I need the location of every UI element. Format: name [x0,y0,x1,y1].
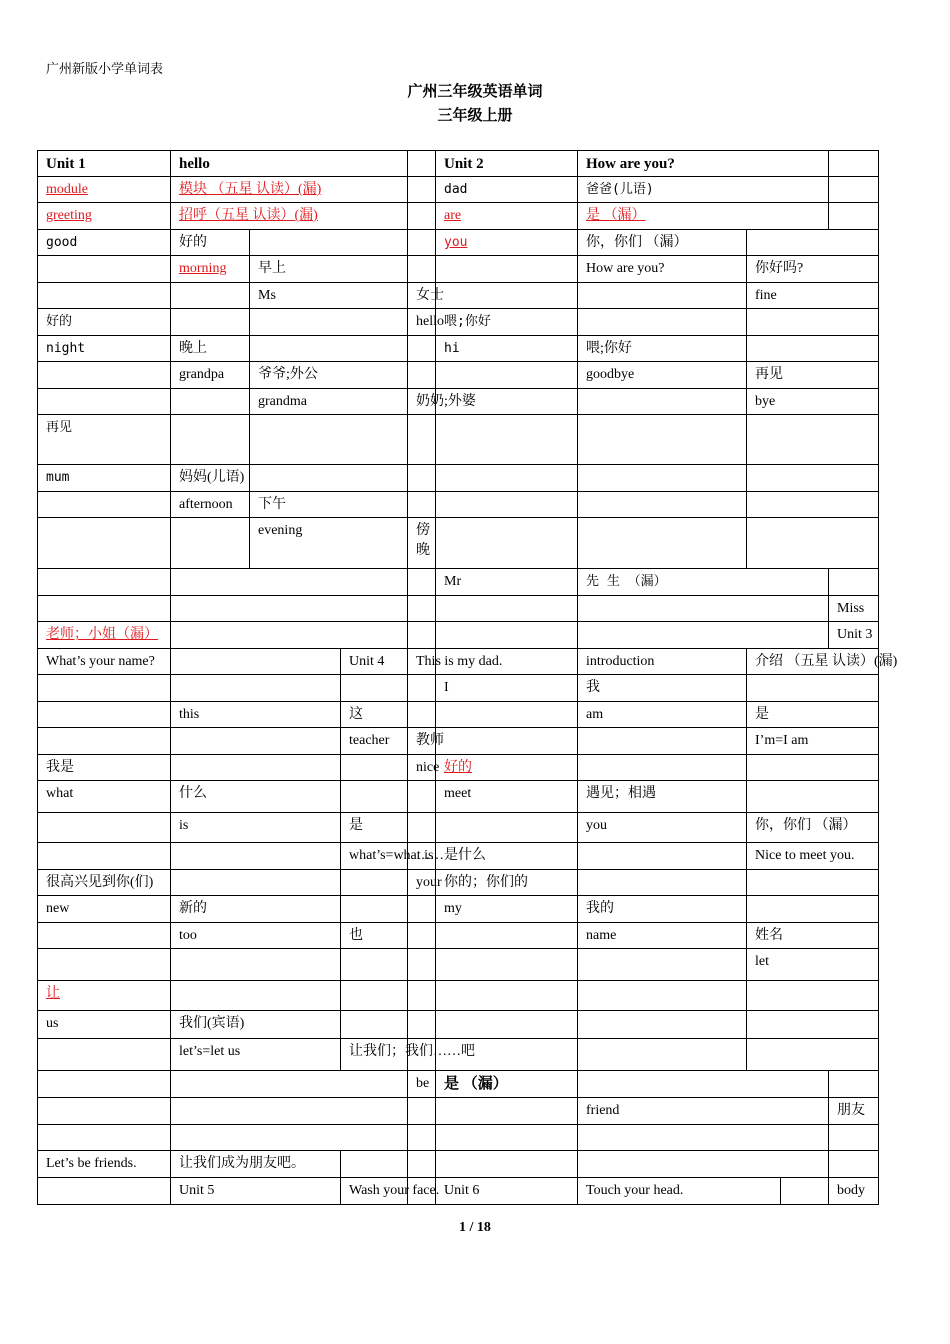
table-cell [407,229,436,256]
table-cell: 妈妈(儿语) [170,464,250,492]
table-cell [407,922,436,949]
table-cell [435,1010,578,1039]
table-cell: I [435,674,578,702]
table-cell [170,388,250,415]
table-cell: introduction [577,648,747,675]
table-cell: Wash your face. [340,1177,408,1205]
table-cell [407,361,436,389]
table-cell [435,282,578,309]
table-cell: 姓名 [746,922,879,949]
table-cell [577,727,747,755]
table-cell: 早上 [249,255,408,283]
table-cell [407,674,436,702]
table-cell: 我们(宾语) [170,1010,341,1039]
table-cell [37,388,171,415]
table-cell [37,517,171,569]
table-cell [170,980,341,1011]
table-cell: Ms [249,282,408,309]
table-cell [170,869,341,896]
table-cell [435,727,578,755]
table-cell [435,812,578,843]
table-cell [170,648,341,675]
page-subtitle: 三年级上册 [437,108,513,124]
table-cell: mum [37,464,171,492]
table-cell [407,980,436,1011]
table-cell [435,388,578,415]
table-cell [577,621,829,649]
table-cell: am [577,701,747,728]
table-cell [577,1038,747,1071]
table-cell: 你的；你们的 [435,869,578,896]
table-cell [407,1097,436,1125]
table-cell: 遇见；相遇 [577,780,747,813]
table-cell: morning [170,255,250,283]
table-cell [746,1038,879,1071]
table-cell: nice [407,754,436,781]
table-cell: 先 生 （漏） [577,568,829,596]
table-cell: 你，你们 （漏） [577,229,747,256]
table-cell [577,388,747,415]
table-cell [170,595,408,622]
table-cell [340,1010,408,1039]
table-cell [37,727,171,755]
table-cell: name [577,922,747,949]
table-cell: afternoon [170,491,250,518]
table-cell [577,1070,829,1098]
table-cell [577,464,747,492]
table-cell: bye [746,388,879,415]
table-cell: are [435,202,578,230]
table-cell: 你好吗? [746,255,879,283]
table-cell [746,869,879,896]
table-cell [37,1038,171,1071]
table-cell [577,282,747,309]
table-cell [407,1177,436,1205]
page-title: 广州三年级英语单词 [407,84,543,100]
table-cell [746,1010,879,1039]
table-cell: your [407,869,436,896]
table-cell [435,842,578,870]
table-cell [435,595,578,622]
table-cell: 是 [340,812,408,843]
table-cell [746,308,879,336]
table-cell [746,980,879,1011]
table-cell [170,568,408,596]
table-cell [435,980,578,1011]
table-cell [37,922,171,949]
table-cell [249,229,408,256]
table-cell [340,780,408,813]
table-cell [746,895,879,923]
table-cell: 我 [577,674,747,702]
table-cell: body [828,1177,879,1205]
table-cell [435,361,578,389]
table-cell: my [435,895,578,923]
table-cell: Unit 2 [435,150,578,177]
table-cell [37,1124,171,1151]
table-cell: too [170,922,341,949]
table-cell: What’s your name? [37,648,171,675]
table-cell: 也 [340,922,408,949]
table-cell: let’s=let us [170,1038,341,1071]
table-cell: new [37,895,171,923]
table-cell [340,948,408,981]
table-cell: 很高兴见到你(们) [37,869,171,896]
table-cell: 是 （漏） [577,202,829,230]
table-cell [37,491,171,518]
table-cell [435,464,578,492]
table-cell [170,282,250,309]
table-cell: 新的 [170,895,341,923]
table-cell: dad [435,176,578,203]
table-cell [170,948,341,981]
table-cell [577,595,829,622]
table-cell: 教师 [407,727,436,755]
table-cell [577,754,747,781]
table-cell: 这 [340,701,408,728]
table-cell [577,308,747,336]
table-cell: Unit 5 [170,1177,341,1205]
table-cell [407,1150,436,1178]
table-cell: Touch your head. [577,1177,781,1205]
table-cell: 爷爷;外公 [249,361,408,389]
table-cell [170,1124,408,1151]
table-cell [407,1010,436,1039]
table-cell [37,842,171,870]
table-cell [170,754,341,781]
table-cell [780,1177,829,1205]
table-cell [435,414,578,465]
table-cell [340,1150,408,1178]
table-cell [435,255,578,283]
table-cell [828,1124,879,1151]
table-cell [577,491,747,518]
table-cell [577,842,747,870]
table-cell [407,701,436,728]
table-cell [407,1124,436,1151]
table-cell: 你，你们 （漏） [746,812,879,843]
table-cell: fine [746,282,879,309]
table-cell: Unit 1 [37,150,171,177]
table-cell [170,674,341,702]
table-cell: Mr [435,568,578,596]
table-cell: 朋友 [828,1097,879,1125]
table-cell: evening [249,517,408,569]
table-cell: 奶奶;外婆 [407,388,436,415]
table-cell [577,948,747,981]
table-cell: 女士 [407,282,436,309]
table-cell: 傍晚 [407,517,436,569]
table-cell [37,361,171,389]
table-cell: us [37,1010,171,1039]
table-cell [37,1070,171,1098]
table-cell [828,176,879,203]
table-cell: How are you? [577,150,829,177]
table-cell: meet [435,780,578,813]
table-cell: 我的 [577,895,747,923]
table-cell: 模块 （五星 认读）(漏) [170,176,408,203]
table-cell: ……是什么 [407,842,436,870]
table-cell [435,1038,578,1071]
table-cell [249,335,408,362]
table-cell [407,948,436,981]
table-cell: grandma [249,388,408,415]
table-cell: grandpa [170,361,250,389]
table-cell [170,842,341,870]
table-cell [828,202,879,230]
table-cell: 让我们；我们……吧 [340,1038,408,1071]
table-cell: 介绍 （五星 认读）(漏) [746,648,879,675]
table-cell: goodbye [577,361,747,389]
table-cell: module [37,176,171,203]
table-cell: 老师；小姐（漏） [37,621,171,649]
table-cell [577,414,747,465]
table-cell [37,595,171,622]
table-cell [340,869,408,896]
table-cell: How are you? [577,255,747,283]
table-cell [407,491,436,518]
table-cell: 招呼（五星 认读）(漏) [170,202,408,230]
table-cell: 是 （漏） [435,1070,578,1098]
table-cell [407,414,436,465]
table-cell [746,517,879,569]
table-cell [435,1124,578,1151]
table-cell: hello [170,150,408,177]
table-cell [407,568,436,596]
table-cell [407,812,436,843]
table-cell [37,1097,171,1125]
table-cell [37,701,171,728]
table-cell: what [37,780,171,813]
table-cell [435,517,578,569]
table-cell [746,229,879,256]
table-cell [37,1177,171,1205]
table-cell [170,414,250,465]
table-cell: Miss [828,595,879,622]
table-cell: 下午 [249,491,408,518]
table-cell: is [170,812,341,843]
table-cell: 是 [746,701,879,728]
table-cell: Unit 3 [828,621,879,649]
table-cell [828,1150,879,1178]
table-cell: night [37,335,171,362]
table-cell: 我是 [37,754,171,781]
table-cell [746,335,879,362]
table-cell: 喂;你好 [435,308,578,336]
table-cell: 让我们成为朋友吧。 [170,1150,341,1178]
table-cell: you [435,229,578,256]
document-header: 广州新版小学单词表 [46,61,164,76]
table-cell [340,980,408,1011]
table-cell [435,491,578,518]
table-cell [407,895,436,923]
table-cell [435,701,578,728]
table-cell [407,202,436,230]
table-cell [170,727,341,755]
table-cell [249,414,408,465]
table-cell: 好的 [37,308,171,336]
table-cell [37,948,171,981]
table-cell: you [577,812,747,843]
table-cell [435,1097,578,1125]
table-cell: this [170,701,341,728]
table-cell [170,308,250,336]
table-cell [435,948,578,981]
table-cell [170,517,250,569]
table-cell: good [37,229,171,256]
table-cell: Nice to meet you. [746,842,879,870]
table-cell [170,1097,408,1125]
table-cell [577,1124,829,1151]
table-cell [746,674,879,702]
table-cell: 好的 [435,754,578,781]
page-number: 1 / 18 [459,1220,491,1235]
table-cell: 再见 [37,414,171,465]
table-cell: friend [577,1097,829,1125]
table-cell [407,780,436,813]
table-cell: I’m=I am [746,727,879,755]
table-cell: Unit 4 [340,648,408,675]
table-cell [746,780,879,813]
table-cell: greeting [37,202,171,230]
table-cell [435,648,578,675]
table-cell [746,464,879,492]
table-cell: 再见 [746,361,879,389]
table-cell [170,1070,408,1098]
table-cell: 晚上 [170,335,250,362]
table-cell [249,308,408,336]
table-cell [577,1010,747,1039]
table-cell [407,176,436,203]
table-cell: Let’s be friends. [37,1150,171,1178]
table-cell: 爸爸(儿语) [577,176,829,203]
table-cell: be [407,1070,436,1098]
table-cell: This is my dad. [407,648,436,675]
table-cell [746,414,879,465]
table-cell [577,980,747,1011]
table-cell [407,595,436,622]
table-cell [577,869,747,896]
table-cell [828,1070,879,1098]
table-cell [828,568,879,596]
table-cell [577,517,747,569]
table-cell [435,1150,578,1178]
table-cell [340,895,408,923]
table-cell [435,922,578,949]
table-cell [340,754,408,781]
table-cell [37,674,171,702]
table-cell [407,150,436,177]
table-cell: hi [435,335,578,362]
table-cell [37,282,171,309]
table-cell [828,150,879,177]
table-cell: 什么 [170,780,341,813]
table-cell [170,621,408,649]
table-cell [37,812,171,843]
table-cell: teacher [340,727,408,755]
table-cell [407,255,436,283]
table-cell [249,464,408,492]
table-cell [746,491,879,518]
table-cell [407,464,436,492]
table-cell: 好的 [170,229,250,256]
table-cell [340,674,408,702]
table-cell [407,335,436,362]
table-cell [37,568,171,596]
table-cell: hello [407,308,436,336]
table-cell [435,621,578,649]
table-cell: 让 [37,980,171,1011]
table-cell [407,1038,436,1071]
table-cell [407,621,436,649]
table-cell [577,1150,829,1178]
table-cell: Unit 6 [435,1177,578,1205]
table-cell: 喂;你好 [577,335,747,362]
table-cell: let [746,948,879,981]
table-cell [746,754,879,781]
table-cell: what’s=what is [340,842,408,870]
table-cell [37,255,171,283]
